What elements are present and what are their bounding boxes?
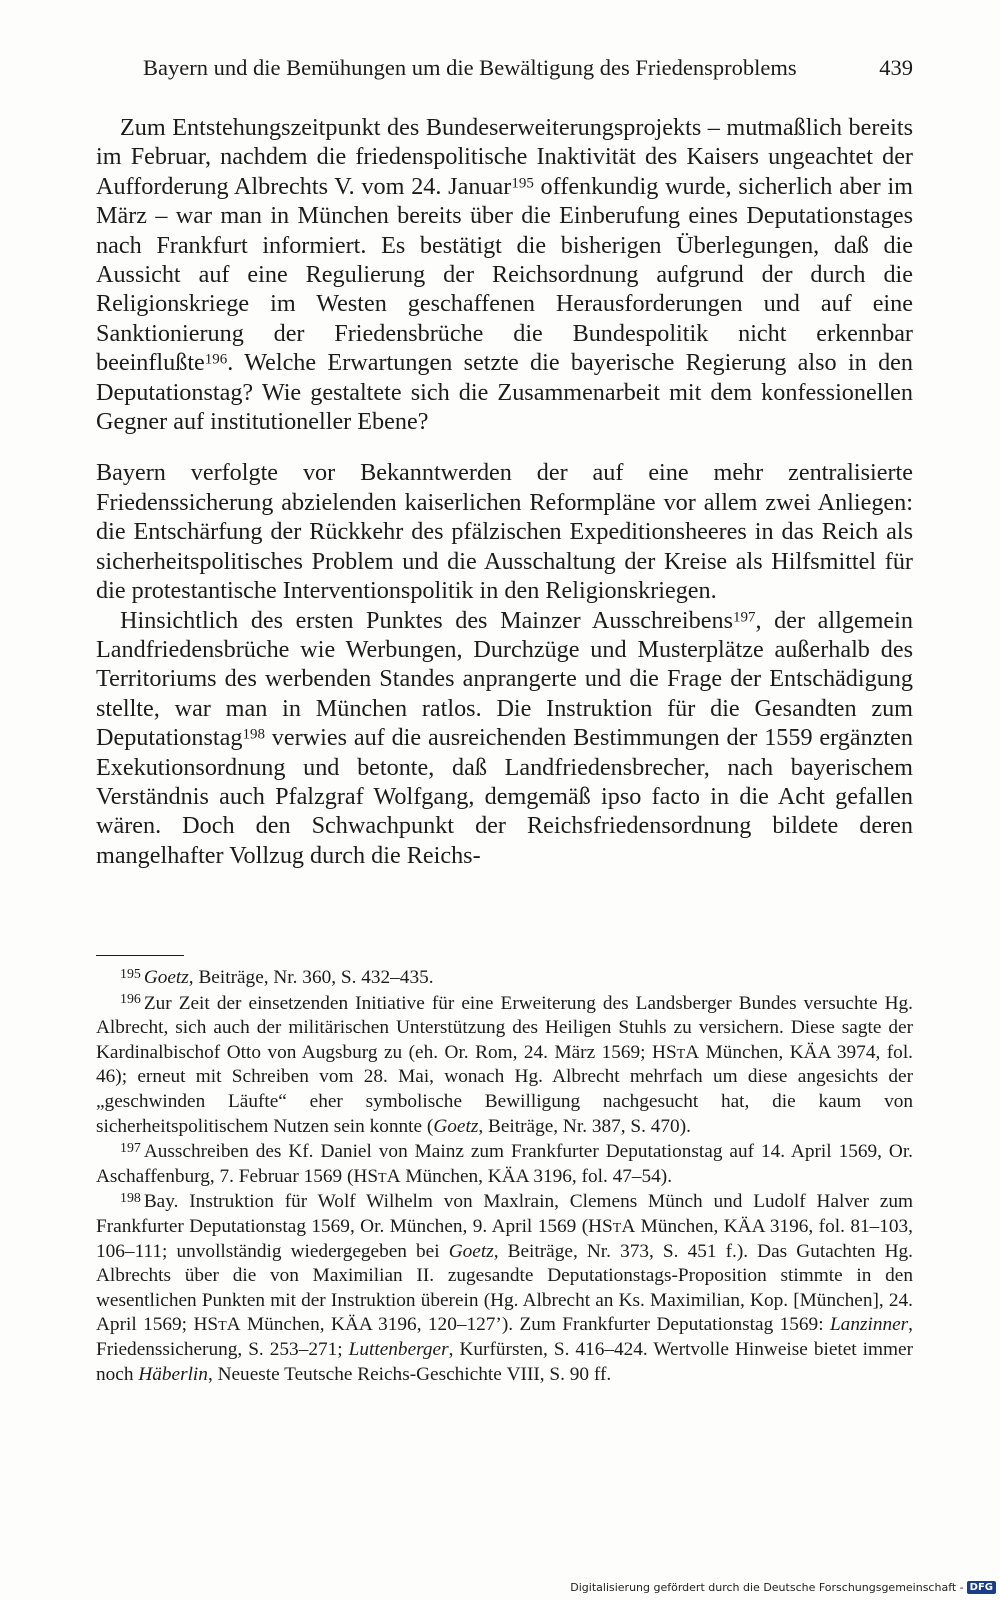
footnote-198 [96,1190,913,1387]
paragraph-1 [96,113,913,436]
footnote-number: 197 [120,1140,141,1156]
author-name: Lanzinner [829,1314,909,1336]
running-head [143,53,913,83]
roman-numeral: VIII [506,1363,540,1385]
footnote-text: , Beiträge, Nr. 373, S. 451 f.). Das Gutachten Hg. Albrechts über die von Maximilian [96,1240,913,1287]
footnote-text: , S. 90 ff. [539,1363,612,1385]
footnote-text: Zur Zeit der einsetzenden Initiative für eine Erweiterung des Landsberger Bundes versuchte Hg. Albrecht, sich auch der militärischen Unterstützung des Heiligen Stuhls zu versichern. Diese sagte der Kardinalbischof Otto von Augsburg zu (eh. Or. Rom, 24. März 1569; [96,992,913,1063]
footnote-text: München, KÄA 3196, fol. 81–103, 106–111; unvollständig wiedergegeben bei [96,1215,913,1262]
paragraph-3-text-b: , der allgemein Landfriedensbrüche wie Werbungen, Durchzüge und Musterplätze außerhalb des Territoriums des werbenden Standes anprangerte und die Frage der Entschädigung stellte, war man in München ratlos. Die Instruktion für die Gesandten zum Deputationstag [96,606,913,752]
paragraph-3-text-c: verwies auf die ausreichenden Bestimmungen der 1559 ergänzten Exekutionsordnung und betonte, daß Landfriedensbrecher, nach bayerischem Verständnis auch Pfalzgraf Wolfgang, demgemäß ipso facto in die Acht gefallen wären. Doch den Schwachpunkt der Reichsfriedensordnung bildete deren mangelhafter Vollzug durch die Reichs- [96,724,913,869]
paragraph-1-text-c: . Welche Erwartungen setzte die bayerische Regierung also in den Deputationstag? Wie gestaltete sich die Zusammenarbeit mit dem konfessionellen Gegner auf institutioneller Ebene? [96,349,913,436]
footnote-text: Bay. Instruktion für Wolf Wilhelm von Maxlrain, Clemens Münch und Ludolf Halver zum Frankfurter Deputationstag 1569, Or. München, 9. April 1569 ( [96,1191,913,1237]
footnote-separator [96,955,184,956]
paragraph-3 [96,606,913,871]
paragraph-1-text-b: offenkundig wurde, sicherlich aber im März – war man in München bereits über die Einberufung eines Deputationstages nach Frankfurt informiert. Es bestätigt die bisherigen Überlegungen, daß die Aussicht auf eine Regulierung der Reichsordnung aufgrund der durch die Religionskriege im Westen geschaffenen Herausforderungen und auf eine Sanktionierung der Friedensbrüche die Bundespolitik nicht erkennbar beeinflußte [96,172,913,377]
author-name: Goetz [143,967,189,988]
roman-numeral: II [416,1265,430,1287]
archive-abbrev: HStA [588,1215,636,1237]
footnote-text: München, KÄA 3974, fol. 46); erneut mit Schreiben vom 28. Mai, wonach Hg. Albrecht mehrfach um diese angesichts der „geschwinden Läufte“ eher symbolische Bewilligung nachgesucht hat, die kaum von sicherheitspolitischem Nutzen sein konnte ( [96,1041,913,1137]
archive-abbrev: HStA [652,1041,700,1063]
footnote-ref-196[interactable]: 196 [204,351,228,368]
footnote-text: , Friedenssicherung, S. 253–271; [96,1314,913,1360]
footnotes [96,966,913,1387]
footnote-195 [96,966,913,991]
footnote-text: . zugesandte Deputationstags-Proposition stimmte in den wesentlichen Punkten mit der Instruktion überein (Hg. Albrecht an Ks. Maximilian, Kop. [München], 24. April 1569; [96,1265,914,1336]
footnote-text: , Beiträge, Nr. 360, S. 432–435. [188,967,434,988]
footnote-ref-198[interactable]: 198 [242,726,265,743]
author-name: Goetz [448,1240,494,1262]
dfg-logo: DFG [967,1581,996,1594]
footnote-ref-195[interactable]: 195 [511,175,534,192]
footnote-number: 196 [120,992,141,1008]
digitization-text: Digitalisierung gefördert durch die Deutsche Forschungsgemeinschaft - [570,1581,964,1594]
footnote-ref-197[interactable]: 197 [732,609,756,626]
paragraph-3-text-a: Hinsichtlich des ersten Punktes des Mainzer Ausschreibens [120,606,733,634]
author-name: Luttenberger [348,1338,449,1360]
footnote-197 [96,1140,913,1189]
archive-abbrev: HStA [353,1165,401,1187]
page-number: 439 [879,55,913,80]
digitization-notice [570,1581,996,1594]
author-name: Häberlin [138,1363,208,1385]
footnote-text: , Kurfürsten, S. 416–424. Wertvolle Hinweise bietet immer noch [96,1338,914,1385]
footnote-text: , Beiträge, Nr. 387, S. 470). [478,1115,691,1137]
paragraph-1-text-a: Zum Entstehungszeitpunkt des Bundeserweiterungsprojekts – mutmaßlich bereits im Februar, nachdem die friedenspolitische Inaktivität des Kaisers ungeachtet der Aufforderung Albrechts V. vom 24. Januar [96,114,913,200]
footnote-text: , Neueste Teutsche Reichs-Geschichte [207,1363,507,1385]
author-name: Goetz [433,1115,479,1137]
footnote-number: 195 [120,966,141,982]
footnote-text: München, KÄA 3196, 120–127’). Zum Frankfurter Deputationstag 1569: [240,1314,830,1336]
footnote-text: Ausschreiben des Kf. Daniel von Mainz zum Frankfurter Deputationstag auf 14. April 1569, Or. Aschaffenburg, 7. Februar 1569 ( [96,1141,913,1187]
main-text [96,113,913,870]
paragraph-2: Bayern verfolgte vor Bekanntwerden der auf eine mehr zentralisierte Friedenssicherung abzielenden kaiserlichen Reformpläne vor allem zwei Anliegen: die Entschärfung der Rückkehr des pfälzischen Expeditionsheeres in das Reich als sicherheitspolitisches Problem und die Ausschaltung der Kreise als Hilfsmittel für die protestantische Interventionspolitik in den Religionskriegen. [96,459,913,605]
footnote-196 [96,992,913,1140]
footnote-text: München, KÄA 3196, fol. 47–54). [400,1165,673,1187]
footnote-number: 198 [120,1191,141,1207]
archive-abbrev: HStA [193,1314,241,1336]
running-title: Bayern und die Bemühungen um die Bewältigung des Friedensproblems [143,55,797,80]
